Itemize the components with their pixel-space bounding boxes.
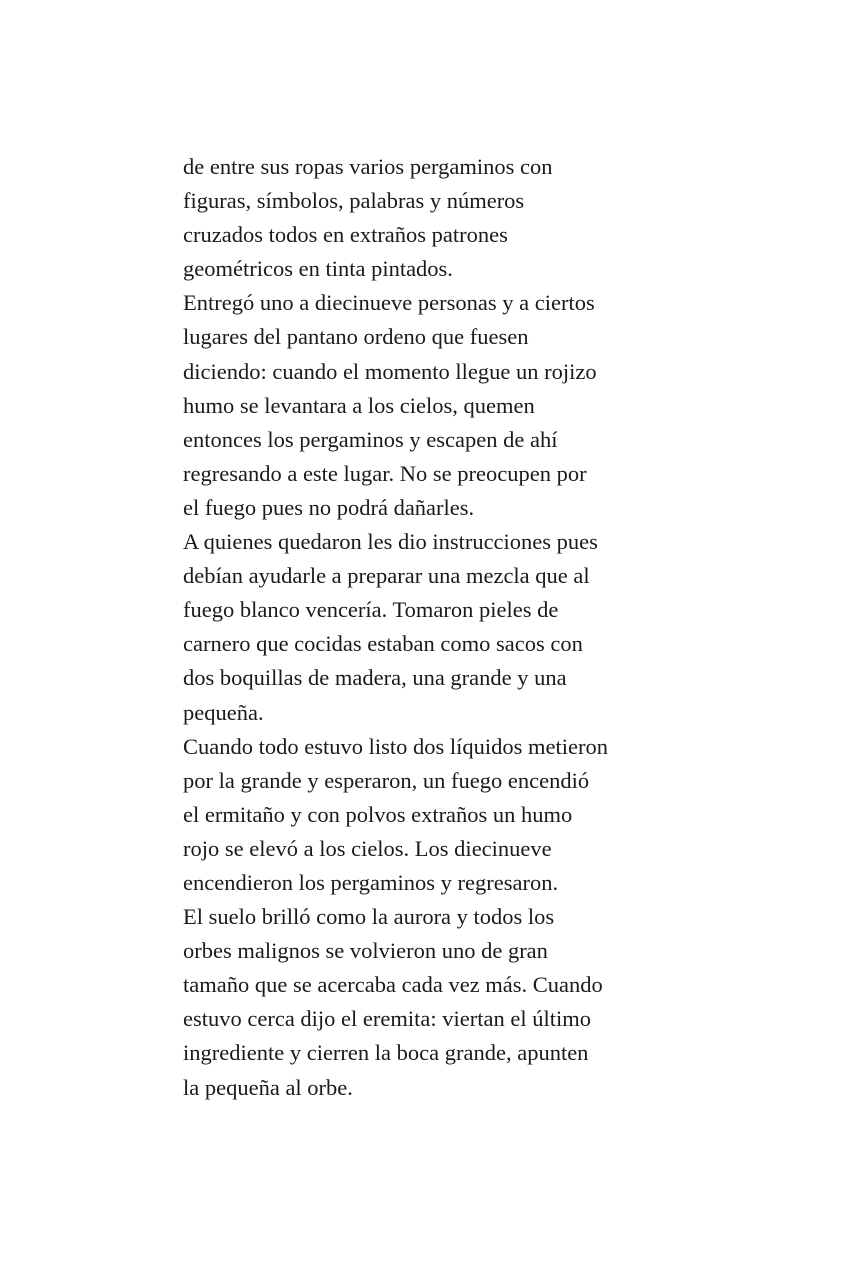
text-line: humo se levantara a los cielos, quemen [183,392,535,418]
text-line: Cuando todo estuvo listo dos líquidos metieron [183,733,608,759]
text-line: geométricos en tinta pintados. [183,256,453,282]
text-line: El suelo brilló como la aurora y todos los [183,904,555,930]
text-line: por la grande y esperaron, un fuego encendió [183,767,590,793]
text-line: ingrediente y cierren la boca grande, apunten [183,1040,589,1066]
text-line: encendieron los pergaminos y regresaron. [183,869,559,895]
text-line: figuras, símbolos, palabras y números [183,188,525,214]
text-line: cruzados todos en extraños patrones [183,222,508,248]
text-line: estuvo cerca dijo el eremita: viertan el último [183,1006,591,1032]
text-line: rojo se elevó a los cielos. Los diecinueve [183,835,552,861]
text-line: el fuego pues no podrá dañarles. [183,494,475,520]
text-line: entonces los pergaminos y escapen de ahí [183,426,558,452]
body-text [183,150,683,1105]
text-line: A quienes quedaron les dio instrucciones pues [183,529,598,555]
text-line: debían ayudarle a preparar una mezcla que al [183,563,590,589]
text-line: diciendo: cuando el momento llegue un rojizo [183,358,597,384]
text-line: fuego blanco vencería. Tomaron pieles de [183,597,559,623]
text-line: orbes malignos se volvieron uno de gran [183,938,548,964]
text-line: tamaño que se acercaba cada vez más. Cuando [183,972,603,998]
text-line: de entre sus ropas varios pergaminos con [183,154,553,179]
text-line: la pequeña al orbe. [183,1074,353,1100]
text-line: dos boquillas de madera, una grande y una [183,665,567,691]
text-line: lugares del pantano ordeno que fuesen [183,324,529,350]
text-line: el ermitaño y con polvos extraños un humo [183,801,573,827]
text-line: carnero que cocidas estaban como sacos con [183,631,583,657]
text-line: Entregó uno a diecinueve personas y a ciertos [183,290,595,316]
text-line: regresando a este lugar. No se preocupen por [183,460,587,486]
text-line: pequeña. [183,699,264,725]
